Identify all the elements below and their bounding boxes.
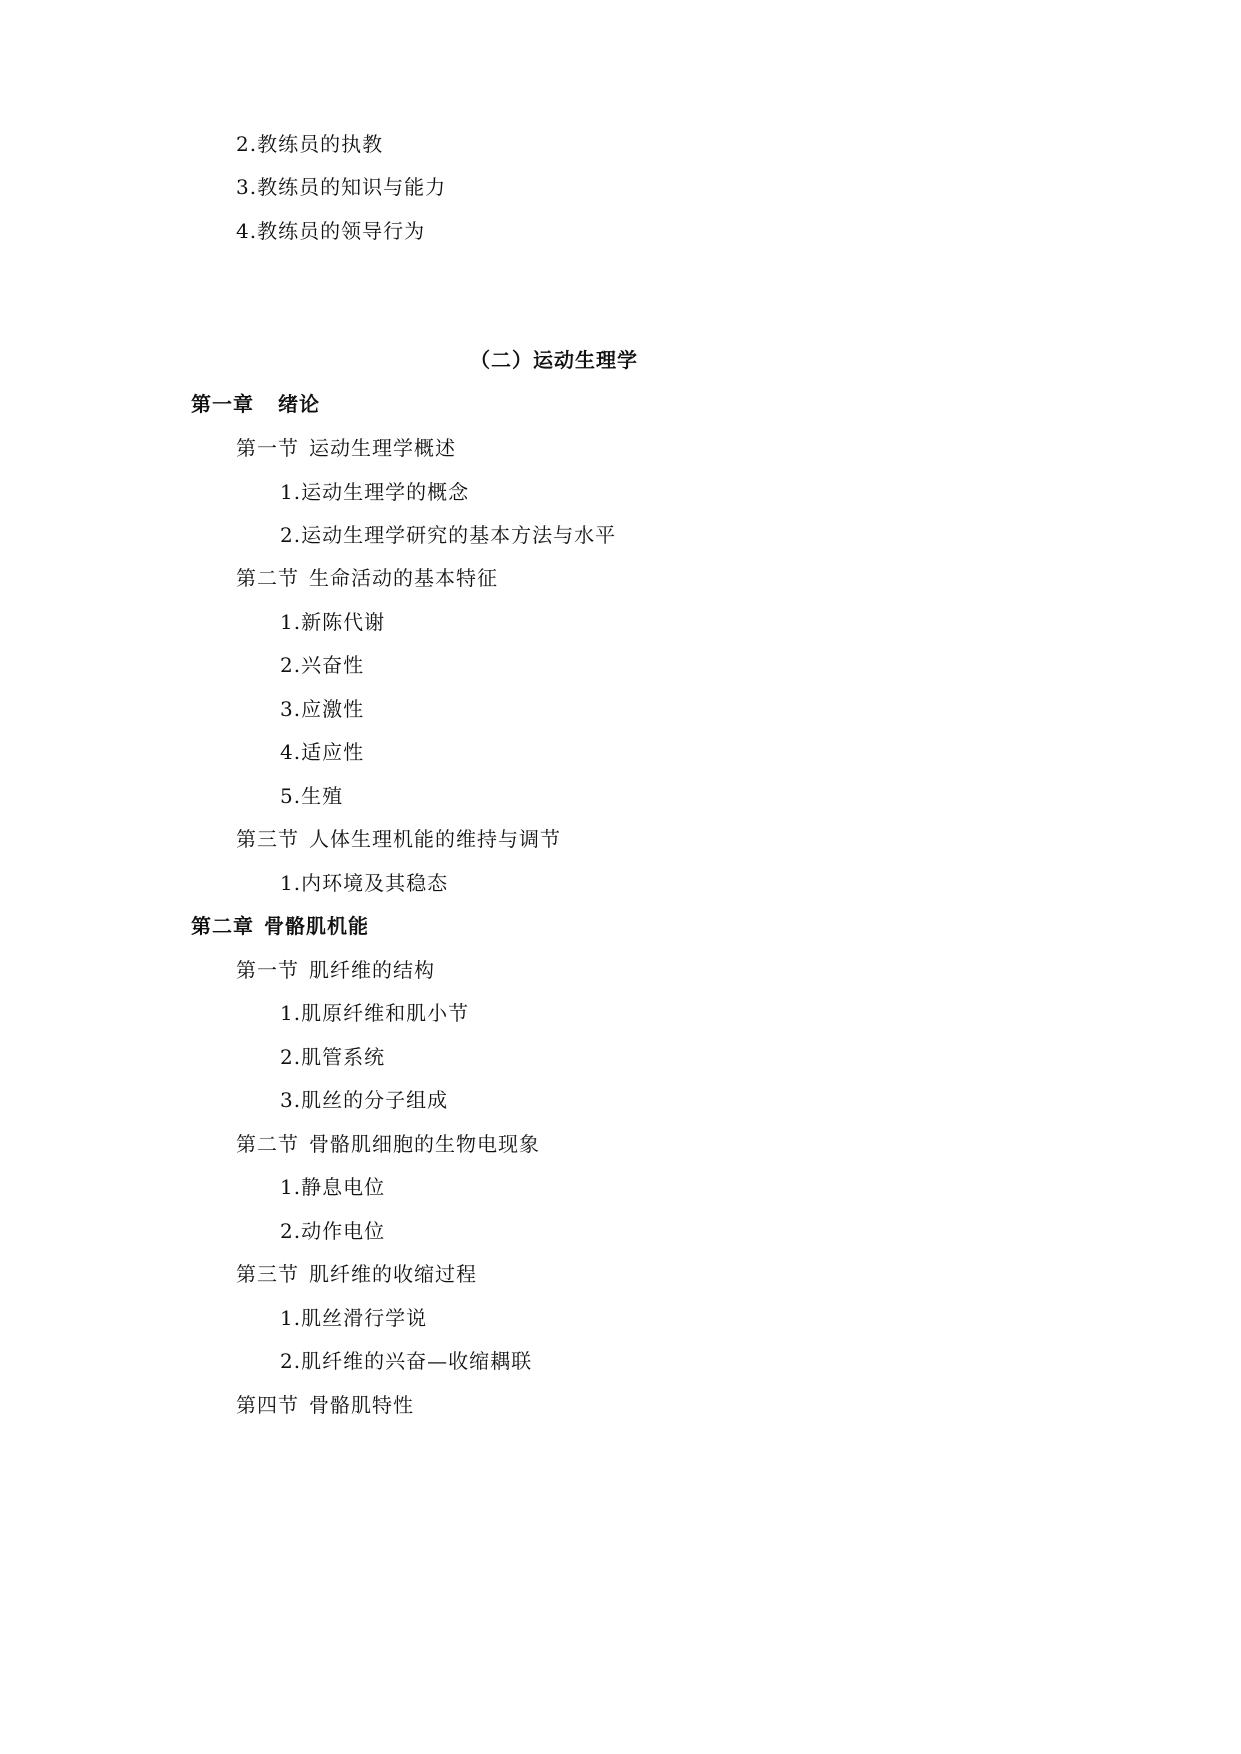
list-item: 4.适应性 [280,740,365,764]
section-label: 第四节 [236,1393,299,1417]
chapter-label: 第一章 [191,392,254,416]
list-item: 3.肌丝的分子组成 [280,1088,449,1112]
section-heading-title: 肌纤维的收缩过程 [309,1262,477,1286]
section-heading-title: 骨骼肌特性 [309,1393,414,1417]
section-heading [236,436,456,460]
list-item: 4.教练员的领导行为 [236,219,426,243]
list-item: 3.应激性 [280,697,365,721]
section-heading-title: 运动生理学概述 [309,436,456,460]
section-label: 第三节 [236,1262,299,1286]
list-item: 1.静息电位 [280,1175,386,1199]
section-heading [236,1132,540,1156]
section-heading [236,827,561,851]
list-item: 1.肌原纤维和肌小节 [280,1001,470,1025]
list-item: 5.生殖 [280,784,344,808]
section-label: 第一节 [236,958,299,982]
list-item: 1.新陈代谢 [280,610,386,634]
section-heading [236,566,498,590]
chapter-title: 绪论 [278,392,320,416]
section-heading-title: 骨骼肌细胞的生物电现象 [309,1132,540,1156]
chapter-label: 第二章 [191,914,254,938]
section-heading-title: 肌纤维的结构 [309,958,435,982]
list-item: 2.运动生理学研究的基本方法与水平 [280,523,617,547]
section-label: 第一节 [236,436,299,460]
list-item: 2.肌纤维的兴奋—收缩耦联 [280,1349,533,1373]
section-heading-title: 人体生理机能的维持与调节 [309,827,561,851]
chapter-title: 骨骼肌机能 [264,914,369,938]
section-label: 第二节 [236,566,299,590]
section-heading [236,958,435,982]
section-title: （二）运动生理学 [470,348,638,372]
chapter-heading [191,392,320,416]
section-heading [236,1393,414,1417]
list-item: 3.教练员的知识与能力 [236,175,447,199]
list-item: 1.肌丝滑行学说 [280,1306,428,1330]
section-heading-title: 生命活动的基本特征 [309,566,498,590]
section-label: 第二节 [236,1132,299,1156]
list-item: 2.教练员的执教 [236,132,384,156]
list-item: 2.兴奋性 [280,653,365,677]
list-item: 2.肌管系统 [280,1045,386,1069]
list-item: 1.内环境及其稳态 [280,871,449,895]
list-item: 2.动作电位 [280,1219,386,1243]
section-heading [236,1262,477,1286]
section-label: 第三节 [236,827,299,851]
chapter-heading [191,914,369,938]
list-item: 1.运动生理学的概念 [280,480,470,504]
